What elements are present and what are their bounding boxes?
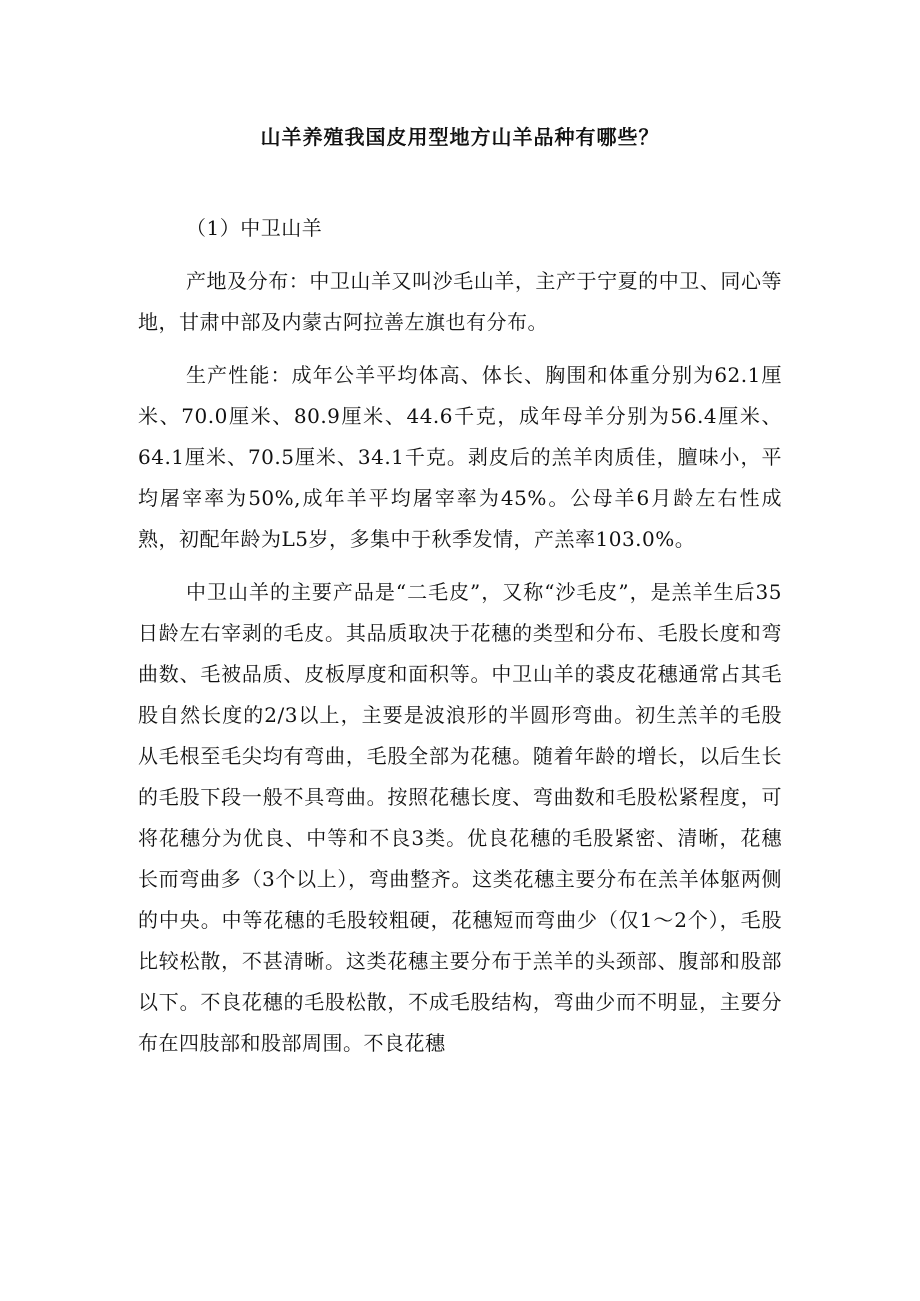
section-heading: （1）中卫山羊 [186,216,323,240]
paragraph-performance: 生产性能：成年公羊平均体高、体长、胸围和体重分别为62.1厘米、70.0厘米、80.9厘米、44.6千克，成年母羊分别为56.4厘米、64.1厘米、70.5厘米、34.1千克。剥皮后的羔羊肉质佳，膻味小，平均屠宰率为50%,成年羊平均屠宰率为45%。公母羊6月龄左右性成熟，初配年龄为L5岁，多集中于秋季发情，产羔率103.0%。 [138,363,782,551]
spacer [138,560,782,572]
paragraph-origin: 产地及分布：中卫山羊又叫沙毛山羊，主产于宁夏的中卫、同心等地，甘肃中部及内蒙古阿拉善左旗也有分布。 [138,269,782,334]
spacer [138,249,782,261]
paragraph-products: 中卫山羊的主要产品是“二毛皮”，又称“沙毛皮”，是羔羊生后35日龄左右宰剥的毛皮。其品质取决于花穗的类型和分布、毛股长度和弯曲数、毛被品质、皮板厚度和面积等。中卫山羊的裘皮花穗通常占其毛股自然长度的2/3以上，主要是波浪形的半圆形弯曲。初生羔羊的毛股从毛根至毛尖均有弯曲，毛股全部为花穗。随着年龄的增长，以后生长的毛股下段一般不具弯曲。按照花穗长度、弯曲数和毛股松紧程度，可将花穗分为优良、中等和不良3类。优良花穗的毛股紧密、清晰，花穗长而弯曲多（3个以上），弯曲整齐。这类花穗主要分布在羔羊体躯两侧的中央。中等花穗的毛股较粗硬，花穗短而弯曲少（仅1～2个），毛股比较松散，不甚清晰。这类花穗主要分布于羔羊的头颈部、腹部和股部以下。不良花穗的毛股松散，不成毛股结构，弯曲少而不明显，主要分布在四肢部和股部周围。不良花穗 [138,580,782,1055]
spacer [138,343,782,355]
document-title: 山羊养殖我国皮用型地方山羊品种有哪些？ [260,125,660,149]
document-body [138,208,782,1064]
